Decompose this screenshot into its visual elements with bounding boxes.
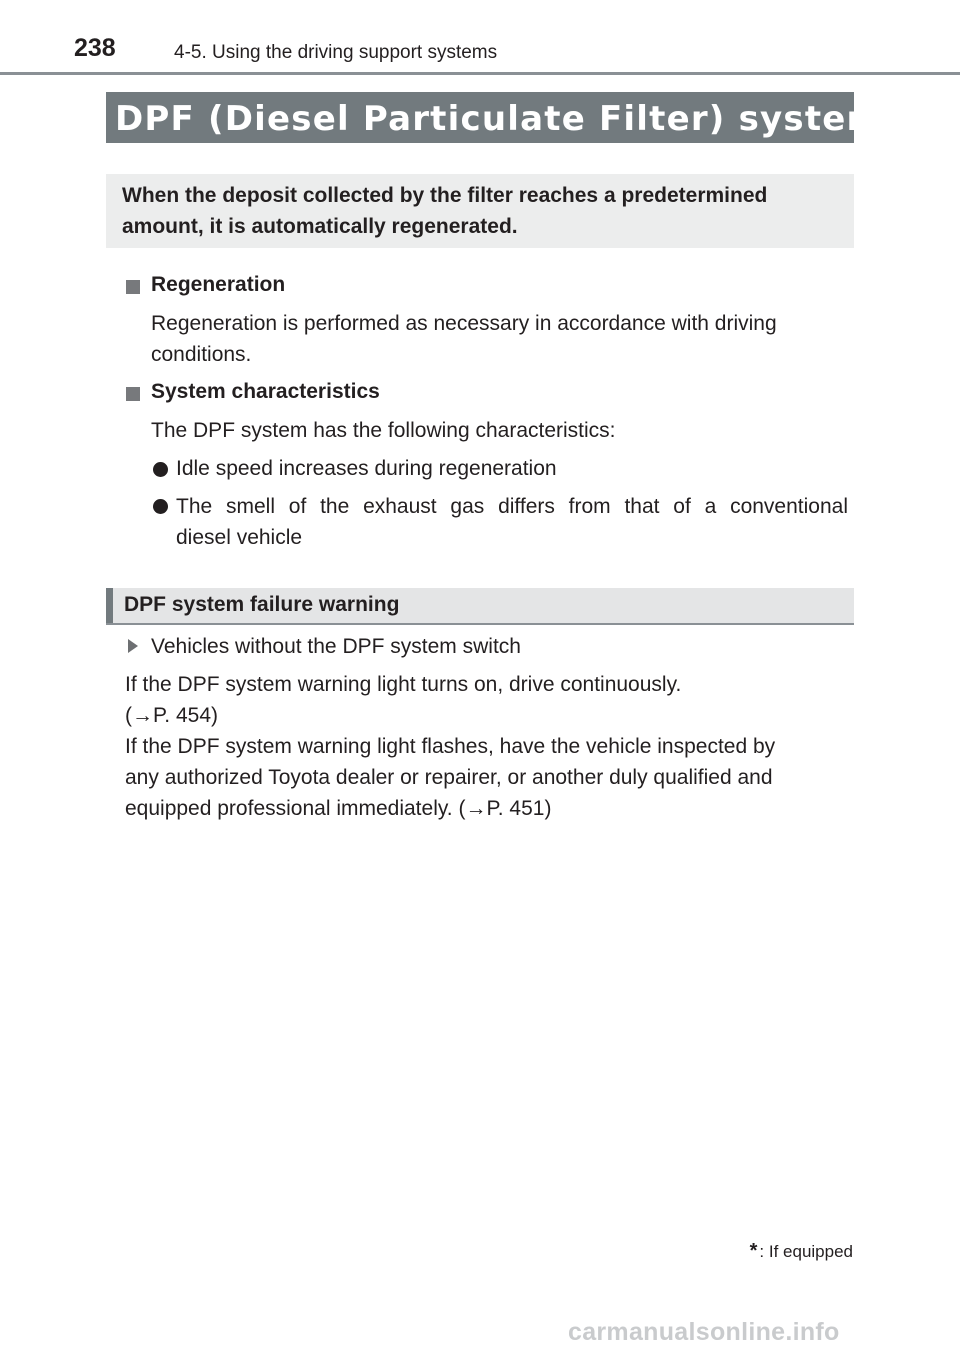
warning-line-3: If the DPF system warning light flashes, have the vehicle inspected by <box>125 735 776 758</box>
page-header <box>0 0 960 76</box>
intro-text: When the deposit collected by the filter reaches a predetermined amount, it is automatically regenerated. <box>122 184 768 238</box>
section-title-bar <box>106 92 898 143</box>
if-equipped-marker: * <box>886 97 898 121</box>
round-bullet-icon <box>153 462 168 477</box>
warning-condition: Vehicles without the DPF system switch <box>151 635 521 658</box>
page-title <box>115 99 897 139</box>
intro-box <box>106 174 854 248</box>
square-bullet-icon <box>126 280 140 294</box>
characteristics-bullet-1: Idle speed increases during regeneration <box>176 457 557 480</box>
page-number: 238 <box>74 34 116 62</box>
characteristics-bullet-2-line-2: diesel vehicle <box>176 526 303 549</box>
characteristics-heading: System characteristics <box>151 380 380 403</box>
watermark: carmanualsonline.info <box>568 1318 840 1346</box>
regeneration-body-line-2: conditions. <box>151 343 252 366</box>
footnote-marker: * <box>749 1240 758 1262</box>
warning-section-heading: DPF system failure warning <box>124 593 400 616</box>
footnote-text: : If equipped <box>759 1242 853 1261</box>
footnote <box>750 1240 853 1263</box>
warning-section-header <box>106 588 854 625</box>
regeneration-body-line-1: Regeneration is performed as necessary in accordance with driving <box>151 312 777 335</box>
characteristics-lead: The DPF system has the following characteristics: <box>151 419 616 442</box>
warning-line-1: If the DPF system warning light turns on, drive continuously. <box>125 673 682 696</box>
chapter-title: 4-5. Using the driving support systems <box>174 42 498 63</box>
warning-line-4: any authorized Toyota dealer or repairer, or another duly qualified and <box>125 766 773 789</box>
header-divider <box>0 72 960 75</box>
characteristics-bullet-2-line-1: The smell of the exhaust gas differs from that of a conventional <box>176 495 848 518</box>
page-title-text: DPF (Diesel Particulate Filter) system <box>115 99 884 139</box>
regeneration-heading: Regeneration <box>151 273 286 296</box>
warning-line-2: (→P. 454) <box>125 704 218 727</box>
round-bullet-icon <box>153 499 168 514</box>
square-bullet-icon <box>126 387 140 401</box>
warning-line-5: equipped professional immediately. (→P. 451) <box>125 797 552 820</box>
section-accent-bar <box>106 588 113 623</box>
triangle-bullet-icon <box>128 639 138 653</box>
